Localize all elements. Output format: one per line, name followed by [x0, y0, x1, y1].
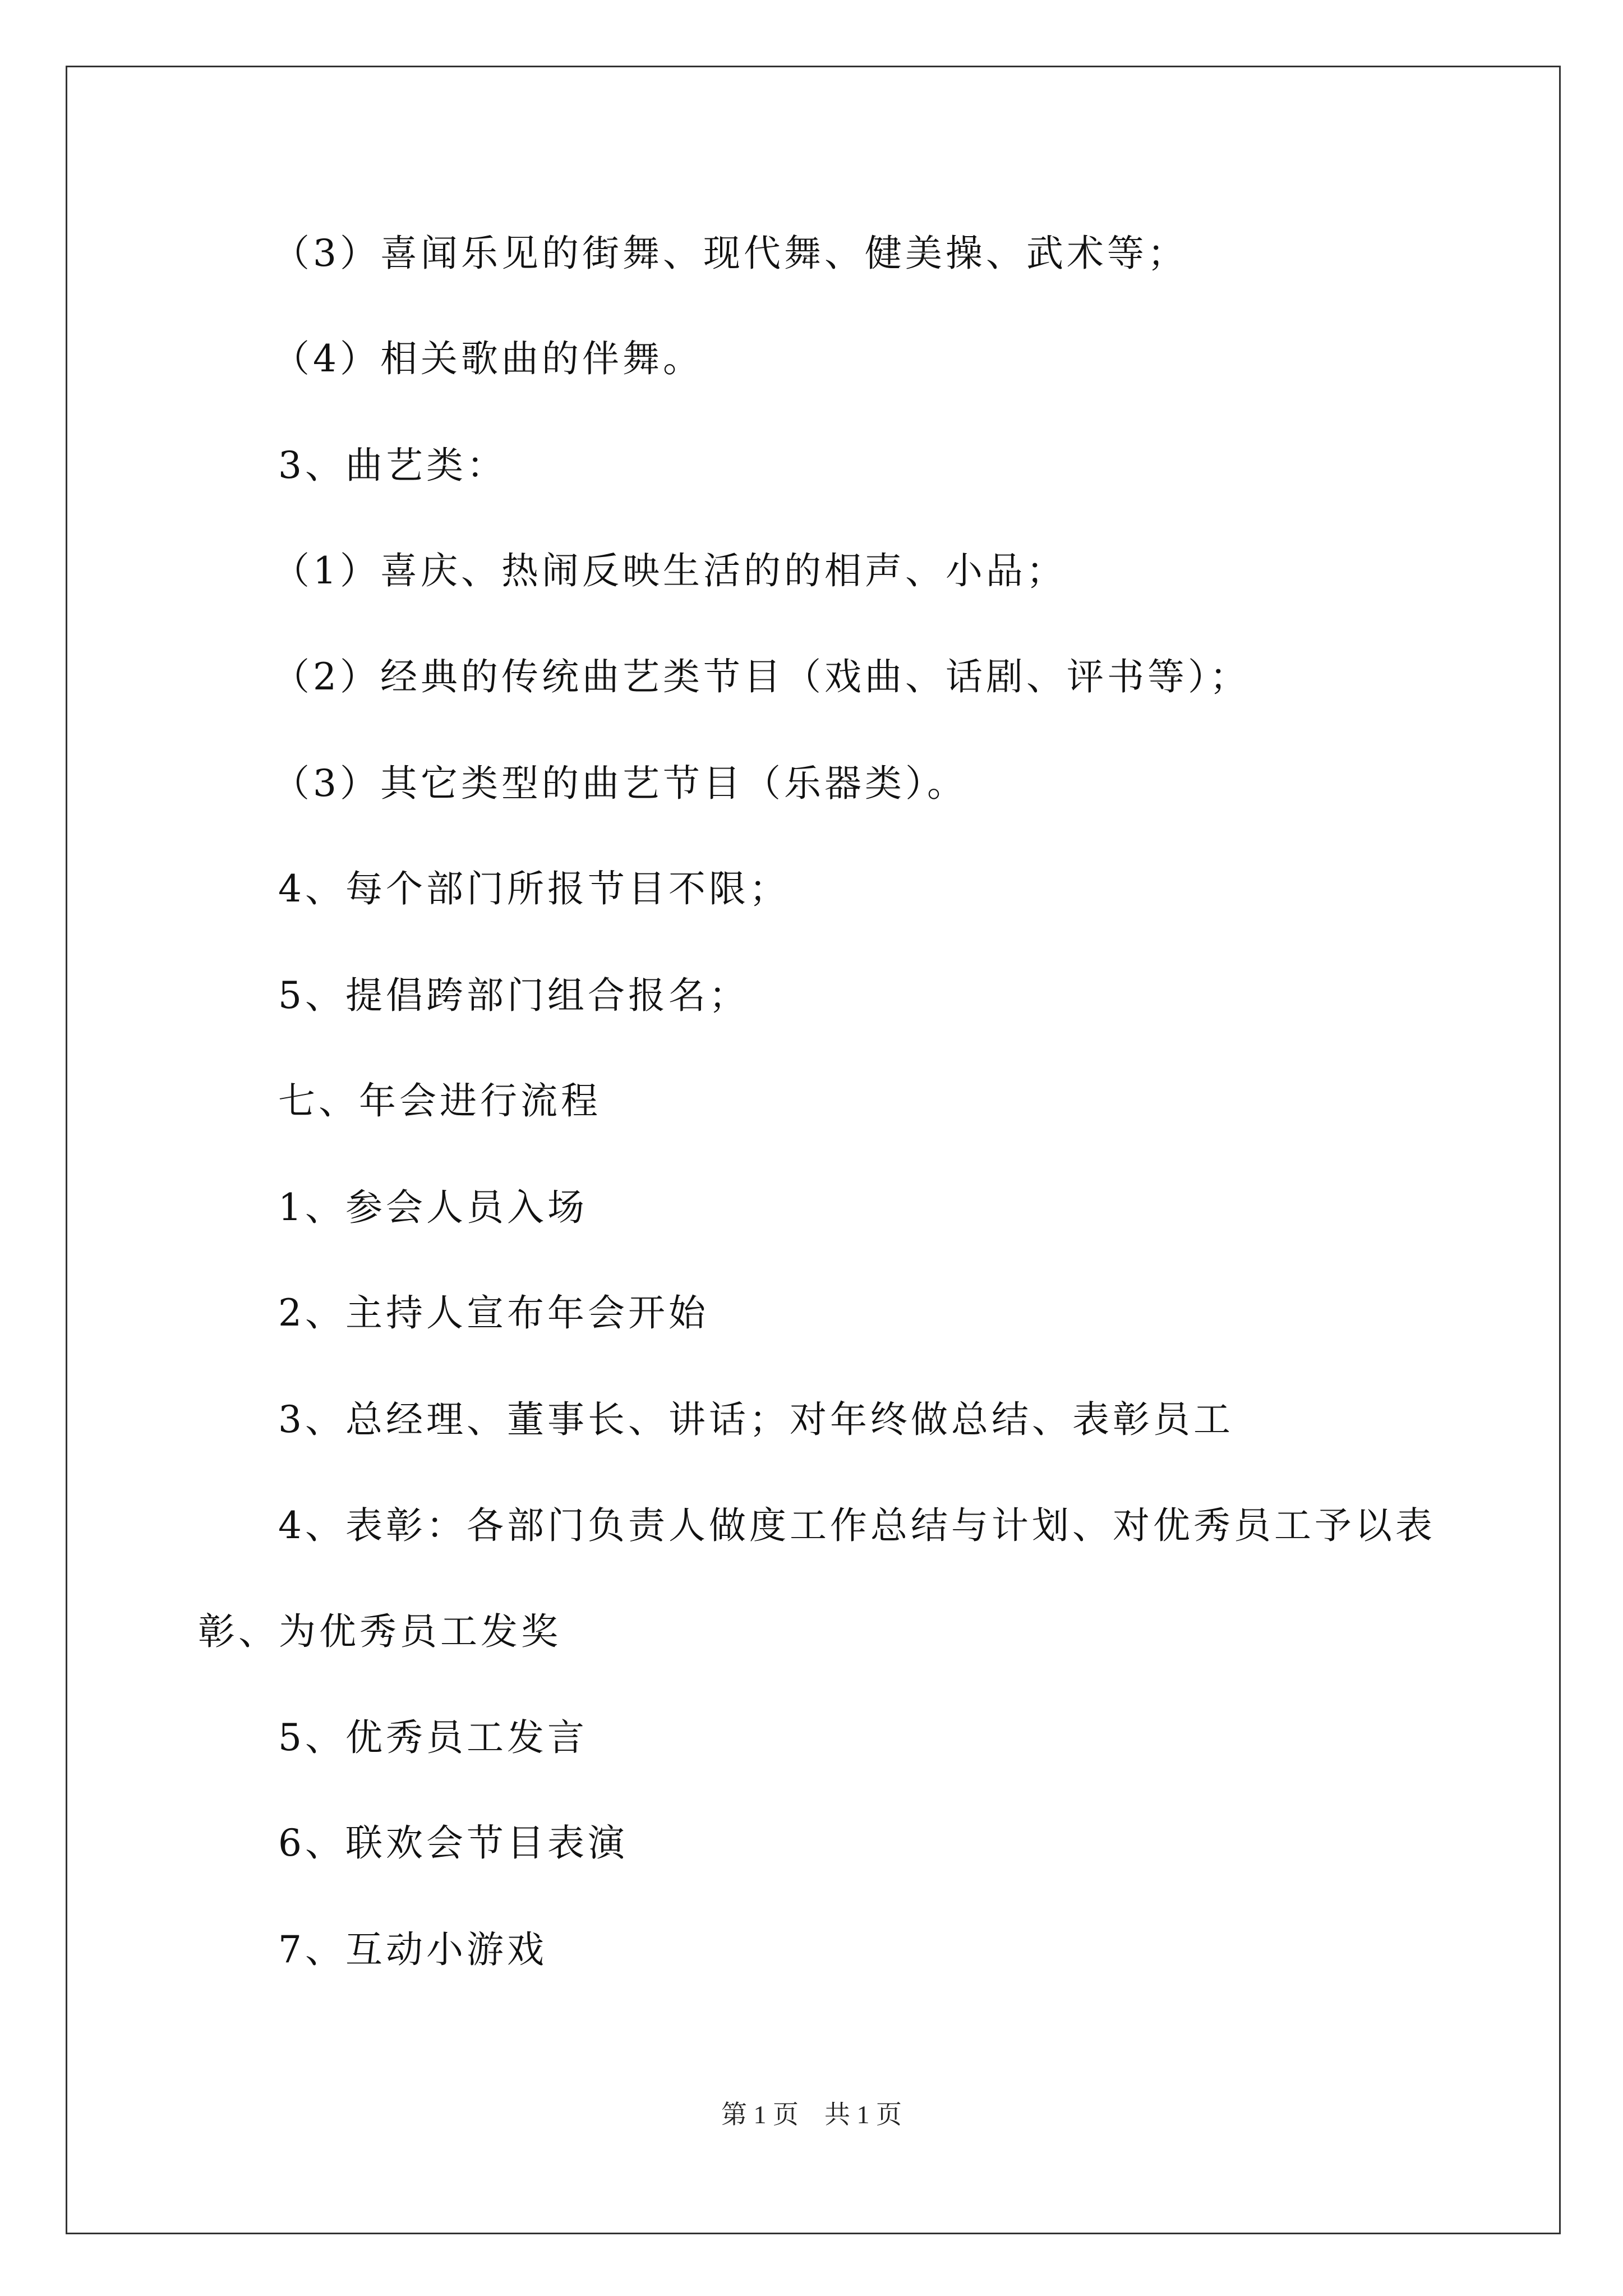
list-item: （2）经典的传统曲艺类节目（戏曲、话剧、评书等）； — [273, 655, 1250, 698]
list-item: 5、提倡跨部门组合报名； — [278, 974, 749, 1017]
list-item: 7、互动小游戏 — [278, 1928, 547, 1971]
section-heading: 七、年会进行流程 — [278, 1079, 601, 1122]
list-item: （4）相关歌曲的伴舞。 — [273, 337, 703, 380]
list-item: 2、主持人宣布年会开始 — [278, 1291, 709, 1335]
list-item: 3、总经理、董事长、讲话；对年终做总结、表彰员工 — [278, 1398, 1234, 1441]
list-item: 1、参会人员入场 — [278, 1186, 588, 1229]
list-item: 6、联欢会节目表演 — [278, 1821, 628, 1865]
list-item: 4、表彰：各部门负责人做度工作总结与计划、对优秀员工予以表 — [278, 1504, 1436, 1547]
list-item: （3）喜闻乐见的街舞、现代舞、健美操、武术等； — [273, 232, 1188, 275]
page-number-footer: 第 1 页 共 1 页 — [721, 2100, 902, 2129]
list-item: （1）喜庆、热闹反映生活的的相声、小品； — [273, 549, 1067, 592]
page-border — [66, 66, 1561, 2234]
section-heading: 3、曲艺类： — [278, 444, 507, 487]
list-item: 5、优秀员工发言 — [278, 1716, 588, 1759]
list-item-continuation: 彰、为优秀员工发奖 — [198, 1610, 561, 1653]
list-item: 4、每个部门所报节目不限； — [278, 867, 790, 910]
list-item: （3）其它类型的曲艺节目（乐器类）。 — [273, 762, 967, 805]
